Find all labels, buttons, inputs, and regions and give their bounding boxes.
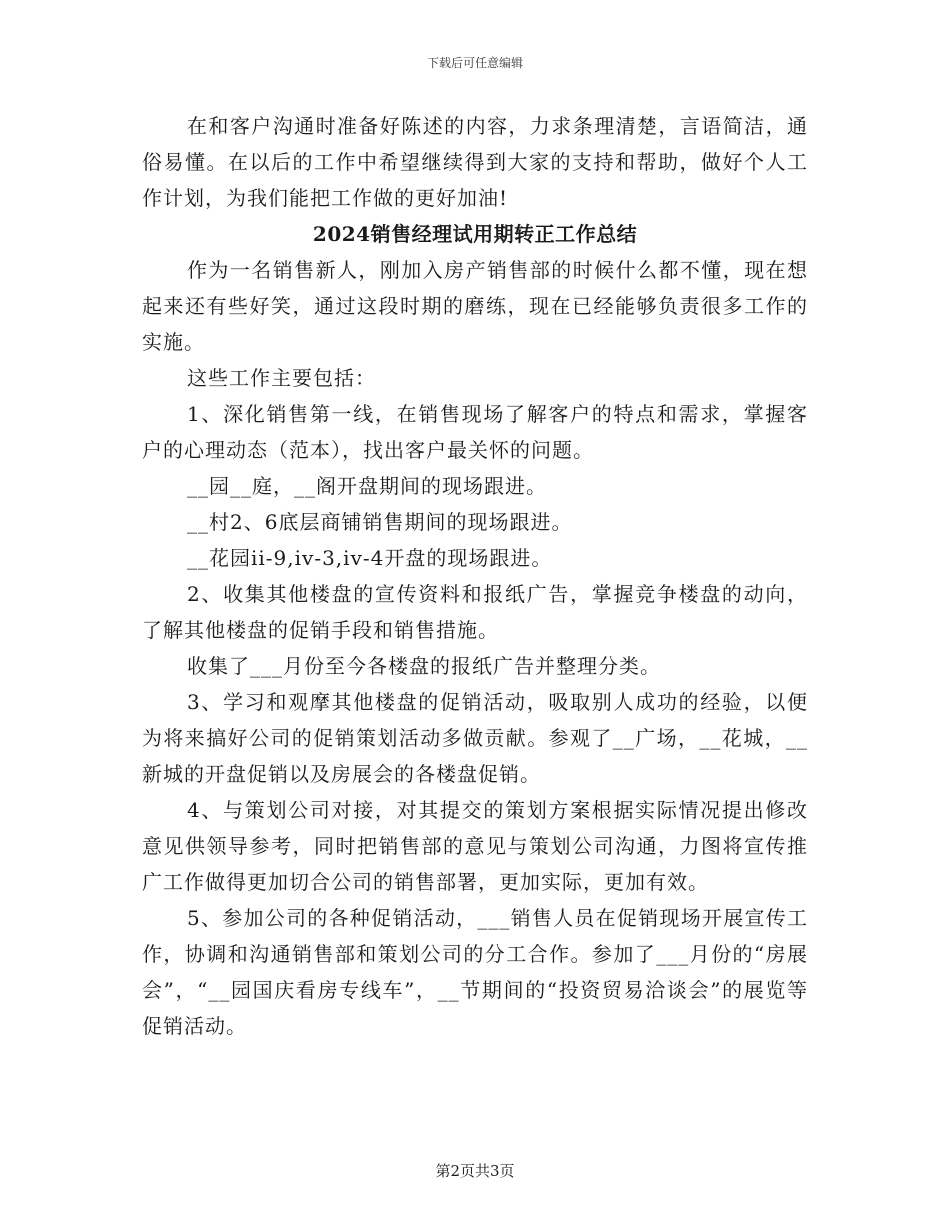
paragraph-item-1: 1、深化销售第一线，在销售现场了解客户的特点和需求，掌握客户的心理动态（范本），找出客户最关怀的问题。 bbox=[142, 402, 808, 462]
paragraph-item-3: 3、学习和观摩其他楼盘的促销活动，吸取别人成功的经验，以便为将来搞好公司的促销策划活动多做贡献。参观了__广场，__花城，__新城的开盘促销以及房展会的各楼盘促销。 bbox=[142, 690, 808, 786]
paragraph-item-5: 5、参加公司的各种促销活动，___销售人员在促销现场开展宣传工作，协调和沟通销售部和策划公司的分工合作。参加了___月份的“房展会”，“__园国庆看房专线车”，__节期间的“投资贸易洽谈会”的展览等促销活动。 bbox=[142, 906, 808, 1038]
paragraph-intro-newcomer: 作为一名销售新人，刚加入房产销售部的时候什么都不懂，现在想起来还有些好笑，通过这段时期的磨练，现在已经能够负责很多工作的实施。 bbox=[142, 258, 808, 354]
paragraph-item-2: 2、收集其他楼盘的宣传资料和报纸广告，掌握竞争楼盘的动向，了解其他楼盘的促销手段和销售措施。 bbox=[142, 582, 808, 642]
page-number: 第2页共3页 bbox=[435, 1162, 515, 1180]
paragraph-work-summary: 这些工作主要包括： bbox=[187, 366, 376, 390]
paragraph-item-4: 4、与策划公司对接，对其提交的策划方案根据实际情况提出修改意见供领导参考，同时把销售部的意见与策划公司沟通，力图将宣传推广工作做得更加切合公司的销售部署，更加实际，更加有效。 bbox=[142, 798, 808, 894]
paragraph-subitem-2a: 收集了___月份至今各楼盘的报纸广告并整理分类。 bbox=[187, 654, 661, 678]
paragraph-subitem-1a: __园__庭，__阁开盘期间的现场跟进。 bbox=[187, 474, 547, 498]
intro-paragraph: 在和客户沟通时准备好陈述的内容，力求条理清楚，言语简洁，通俗易懂。在以后的工作中希望继续得到大家的支持和帮助，做好个人工作计划，为我们能把工作做的更好加油! bbox=[142, 114, 808, 210]
document-body bbox=[142, 108, 808, 1044]
header-note: 下载后可任意编辑 bbox=[426, 56, 523, 70]
paragraph-subitem-1c: __花园ii-9,iv-3,iv-4开盘的现场跟进。 bbox=[187, 546, 553, 570]
document-title: 2024销售经理试用期转正工作总结 bbox=[312, 222, 638, 246]
paragraph-subitem-1b: __村2、6底层商铺销售期间的现场跟进。 bbox=[187, 510, 573, 534]
